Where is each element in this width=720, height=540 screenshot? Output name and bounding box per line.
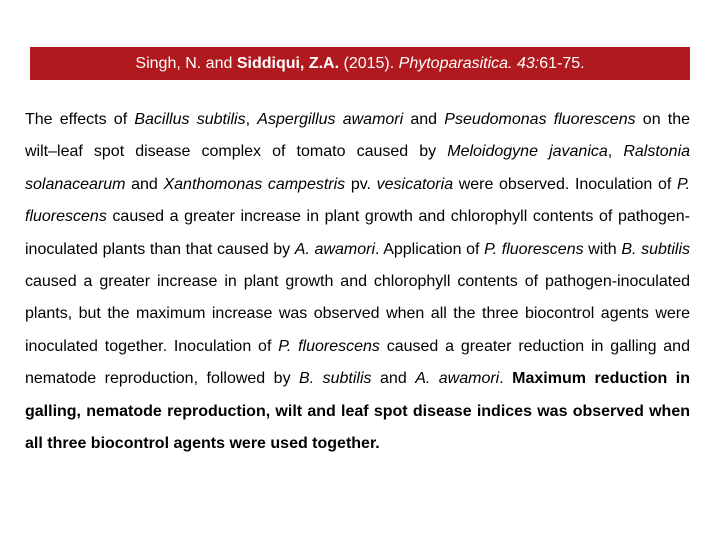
abstract-sentence-3: Application of P. fluorescens with B. subtilis caused a greater increase in plant growth and chlorophyll contents of pathogen-inoculated plants, but the maximum increase was observed when all the three biocontrol agents were inoculated together. (25, 240, 691, 355)
citation-authors: Singh, N. and (135, 55, 233, 72)
abstract-text (25, 104, 690, 460)
citation-author-bold: Siddiqui, Z.A. (236, 55, 340, 72)
abstract-sentence-1: The effects of Bacillus subtilis, Aspergillus awamori and Pseudomonas fluorescens on the wilt–leaf spot disease complex of tomato caused by Meloidogyne javanica, Ralstonia solanacearum and Xanthomonas campestris pv. vesicatoria were observed. (25, 111, 691, 193)
citation-banner (30, 47, 690, 80)
citation-year: (2015). (343, 55, 395, 72)
abstract-sentence-2: Inoculation of P. fluorescens caused a greater increase in plant growth and chlorophyll contents of pathogen-inoculated plants than that caused by A. awamori. (25, 175, 691, 258)
abstract-sentence-4: Inoculation of P. fluorescens caused a greater reduction in galling and nematode reproduction, followed by B. subtilis and A. awamori. (25, 337, 690, 388)
citation-journal: Phytoparasitica. 43: (398, 55, 540, 72)
citation-pages: 61-75. (539, 55, 585, 72)
abstract-conclusion: Maximum reduction in galling, nematode reproduction, wilt and leaf spot disease indices was observed when all three biocontrol agents were used together. (25, 370, 691, 453)
